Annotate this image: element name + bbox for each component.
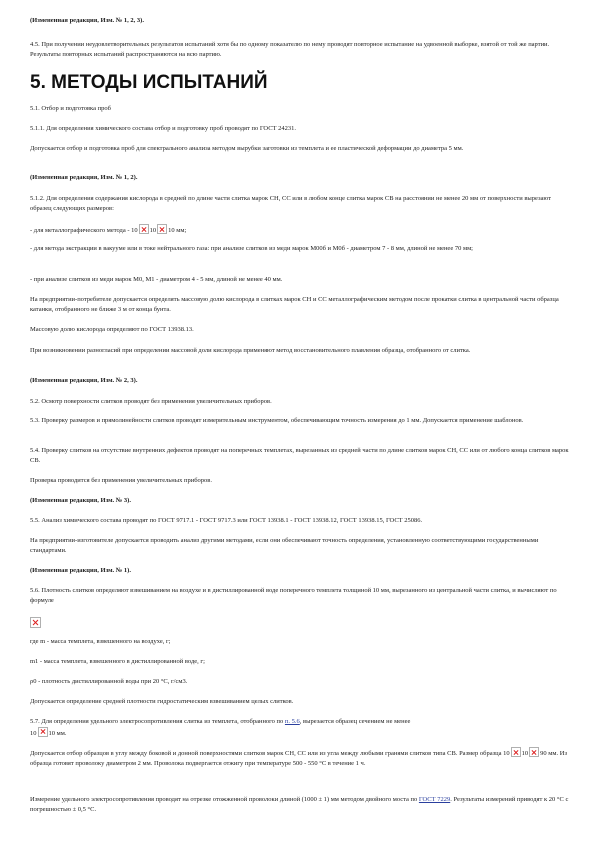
- link-clause-5-6[interactable]: п. 5.6: [284, 718, 300, 725]
- paragraph-5-7-text-b: , вырезается образец сечением не менее: [299, 718, 411, 725]
- paragraph-5-2: 5.2. Осмотр поверхности слитков проводят без применения увеличительных приборов.: [30, 398, 272, 405]
- paragraph-5-7-b-text-a: Допускается отбор образцов в углу между боковой и донной поверхностями слитков марок СН, СС или из угла между любыми гранями слитков типа СВ. Размер образца 10: [30, 750, 510, 757]
- paragraph-5-1: 5.1. Отбор и подготовка проб: [30, 105, 111, 112]
- paragraph-5-7-text-a: 5.7. Для определения удельного электросопротивления слитка из темплета, отобранного по: [30, 718, 284, 725]
- method-anal-m0-m1: - при анализе слитков из меди марок М0, М1 - диаметром 4 - 5 мм, длиной не менее 40 мм.: [30, 276, 283, 283]
- paragraph-5-4-b: Проверка проводится без применения увеличительных приборов.: [30, 477, 212, 484]
- paragraph-5-6: 5.6. Плотность слитков определяют взвешиванием на воздухе и в дистиллированной воде поперечного темплета толщиной 10 мм, вырезанного из центральной части слитка, и вычисляют по формуле: [30, 587, 557, 604]
- paragraph-5-6-b: Допускается определение средней плотности гидростатическим взвешиванием целых слитков.: [30, 698, 294, 705]
- paragraph-resistivity-text-a: Измерение удельного электросопротивления проводят на отрезке отожженной проволоки длиной (1000 ± 1) мм методом двойного моста по: [30, 796, 418, 803]
- edition-note: (Измененная редакция, Изм. № 1, 2).: [30, 174, 138, 181]
- paragraph-5-7: [30, 717, 570, 738]
- paragraph-5-5-b: На предприятии-изготовителе допускается проводить анализ другими методами, если они обеспечивают точность определения, установленную соответствующими государственными стандартами.: [30, 537, 539, 554]
- broken-image-icon: [529, 747, 539, 757]
- paragraph-5-7-text-d: 10 мм.: [48, 729, 67, 737]
- edition-note: (Измененная редакция, Изм. № 1, 2, 3).: [30, 17, 144, 24]
- method-metallographic: [30, 224, 570, 236]
- paragraph-4-5: 4.5. При получении неудовлетворительных результатов испытаний хотя бы по одному показателю по нему проводят повторное испытание на удвоенной выборке, взятой от той же партии. Результаты повторных испытаний распространяются на всю партию.: [30, 41, 550, 58]
- formula-image-icon: [30, 617, 41, 628]
- method-metallographic-text-c: 10 мм;: [168, 227, 187, 234]
- paragraph-resistivity-text-b: . Результаты измерений приводят к 20 °С с погрешностью ± 0,5 °С.: [30, 796, 569, 813]
- broken-image-icon: [38, 727, 48, 737]
- method-metallographic-text-a: - для металлографического метода - 10: [30, 227, 138, 234]
- legend-rho: ρ0 - плотность дистиллированной воды при 20 °С, г/см3.: [30, 678, 188, 685]
- paragraph-5-7-text-c: 10: [30, 729, 37, 737]
- edition-note: (Измененная редакция, Изм. № 2, 3).: [30, 377, 138, 384]
- paragraph-5-1-1: 5.1.1. Для определения химического состава отбор и подготовку проб проводят по ГОСТ 24231.: [30, 125, 297, 132]
- section-heading: 5. МЕТОДЫ ИСПЫТАНИЙ: [30, 72, 268, 93]
- method-metallographic-text-b: 10: [149, 227, 157, 234]
- paragraph-5-3: 5.3. Проверку размеров и прямолинейности слитков проводят измерительным инструментом, обеспечивающим точность измерения до 1 мм. Допускается применение шаблонов.: [30, 417, 524, 424]
- legend-m1: m1 - масса темплета, взвешенного в дистиллированной воде, г;: [30, 658, 205, 665]
- paragraph-5-7-b-text-c: 90 мм. Из образца готовят проволоку диаметром 2 мм. Проволока подвергается отжигу при температуре 500 - 550 °С в течение 1 ч.: [30, 750, 568, 767]
- paragraph-mass-oxygen: Массовую долю кислорода определяют по ГОСТ 13938.13.: [30, 326, 194, 333]
- legend-m: где m - масса темплета, взвешенного на воздухе, г;: [30, 638, 171, 645]
- paragraph-5-1-1-b: Допускается отбор и подготовка проб для спектрального анализа методом вырубки заготовки из темплета и ее пластической деформации до диаметра 5 мм.: [30, 145, 464, 152]
- paragraph-5-7-b-text-b: 10: [521, 750, 529, 757]
- link-gost-7229[interactable]: ГОСТ 7229: [418, 796, 451, 803]
- paragraph-5-7-b: [30, 747, 570, 768]
- paragraph-5-5: 5.5. Анализ химического состава проводят по ГОСТ 9717.1 - ГОСТ 9717.3 или ГОСТ 13938.1 - ГОСТ 13938.12, ГОСТ 13938.15, ГОСТ 25086.: [30, 517, 423, 524]
- edition-note: (Измененная редакция, Изм. № 1).: [30, 567, 131, 574]
- paragraph-dispute: При возникновении разногласий при определении массовой доли кислорода применяют метод восстановительного плавления образца, отобранного от слитка.: [30, 347, 471, 354]
- broken-image-icon: [511, 747, 521, 757]
- paragraph-5-1-2: 5.1.2. Для определения содержания кислорода в средней по длине части слитка марок СН, СС или в любом конце слитка марок СВ на расстоянии не менее 20 мм от поверхности вырезают образец следующих размеров:: [30, 195, 552, 212]
- broken-image-icon: [157, 224, 167, 234]
- paragraph-5-4: 5.4. Проверку слитков на отсутствие внутренних дефектов проводят на поперечных темплетах, вырезанных из средней части по длине слитков марок СН, СС или от любого конца слитков марок СВ.: [30, 447, 569, 464]
- method-extraction: - для метода экстракции в вакууме или в токе нейтрального газа: при анализе слитков из меди марок М00б и М0б - диаметром 7 - 8 мм, длиной не менее 70 мм;: [30, 245, 473, 252]
- paragraph-resistivity: [30, 795, 570, 814]
- paragraph-enterprise: На предприятии-потребителе допускается определять массовую долю кислорода в слитках марок СН и СС металлографическим методом после прокатки слитка в центральной части образца катанки, отобранного не ближе 3 м от конца бунта.: [30, 296, 559, 313]
- broken-image-icon: [139, 224, 149, 234]
- edition-note: (Измененная редакция, Изм. № 3).: [30, 497, 131, 504]
